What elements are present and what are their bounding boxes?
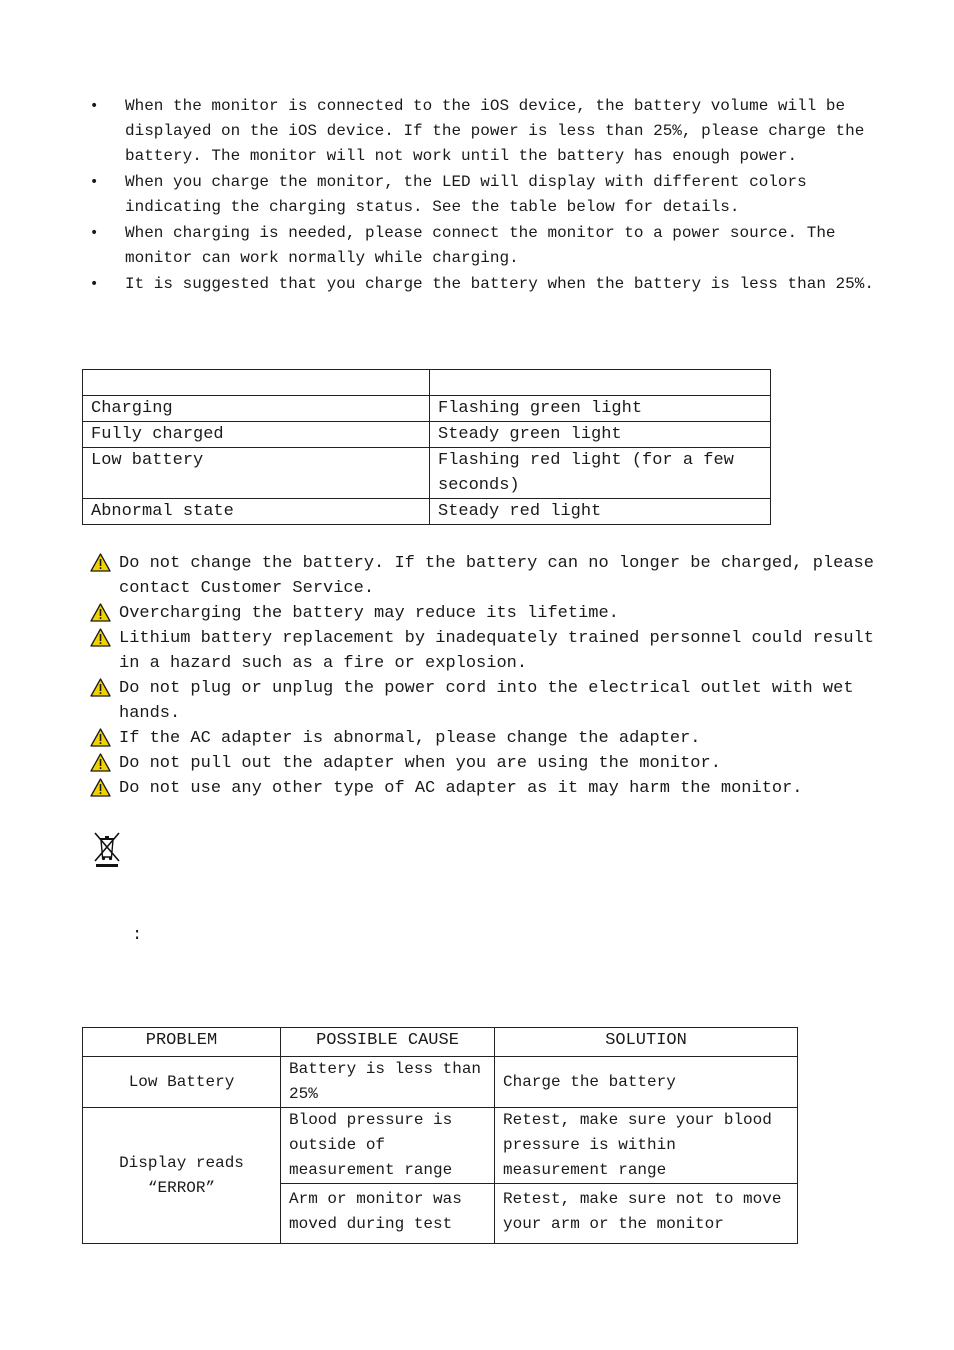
warning-item <box>90 601 880 626</box>
warnings-list <box>90 551 880 801</box>
warning-text: Do not plug or unplug the power cord into the electrical outlet with wet hands. <box>119 679 854 723</box>
warning-item <box>90 551 880 601</box>
problem-cell-text: Display reads “ERROR” <box>119 1153 244 1197</box>
cause-cell: Battery is less than 25% <box>281 1057 495 1108</box>
warning-text: Overcharging the battery may reduce its lifetime. <box>119 604 619 623</box>
bullet-symbol: • <box>90 98 99 114</box>
warning-item <box>90 626 880 676</box>
warning-text: Lithium battery replacement by inadequately trained personnel could result in a hazard such as a fire or explosion. <box>119 629 874 673</box>
table-header-row <box>83 370 771 396</box>
solution-cell: Retest, make sure your blood pressure is within measurement range <box>495 1108 798 1184</box>
problem-header: PROBLEM <box>83 1028 281 1057</box>
warning-text: If the AC adapter is abnormal, please change the adapter. <box>119 729 701 748</box>
warning-triangle-icon <box>90 553 111 572</box>
table-row <box>83 422 771 448</box>
bullet-symbol: • <box>90 225 99 241</box>
table-row <box>83 396 771 422</box>
warning-text: Do not use any other type of AC adapter as it may harm the monitor. <box>119 779 803 798</box>
warning-triangle-icon <box>90 628 111 647</box>
warning-item <box>90 726 880 751</box>
problem-cell: Low Battery <box>83 1057 281 1108</box>
warning-item <box>90 751 880 776</box>
troubleshooting-table <box>82 1027 798 1244</box>
table-row <box>83 499 771 525</box>
cause-cell: Blood pressure is outside of measurement range <box>281 1108 495 1184</box>
warning-text: Do not change the battery. If the battery can no longer be charged, please contact Customer Service. <box>119 554 874 598</box>
list-item-text: When charging is needed, please connect the monitor to a power source. The monitor can work normally while charging. <box>125 224 836 267</box>
crossed-out-bin-icon <box>92 829 122 869</box>
warning-triangle-icon <box>90 728 111 747</box>
led-cell: Flashing red light (for a few seconds) <box>430 448 771 499</box>
list-item <box>88 170 878 220</box>
led-cell: Steady green light <box>430 422 771 448</box>
warning-text: Do not pull out the adapter when you are using the monitor. <box>119 754 721 773</box>
warning-triangle-icon <box>90 778 111 797</box>
table-header-cell <box>83 370 430 396</box>
list-item <box>88 272 878 297</box>
warning-triangle-icon <box>90 603 111 622</box>
warning-item <box>90 676 880 726</box>
table-row <box>83 448 771 499</box>
cause-cell: Arm or monitor was moved during test <box>281 1184 495 1244</box>
list-item <box>88 94 878 169</box>
led-status-table <box>82 369 771 525</box>
status-cell: Charging <box>83 396 430 422</box>
led-cell: Flashing green light <box>430 396 771 422</box>
list-item <box>88 221 878 271</box>
battery-notes-list <box>88 94 878 298</box>
list-item-text: It is suggested that you charge the battery when the battery is less than 25%. <box>125 275 874 293</box>
solution-header: SOLUTION <box>495 1028 798 1057</box>
warning-triangle-icon <box>90 753 111 772</box>
warning-triangle-icon <box>90 678 111 697</box>
status-cell: Abnormal state <box>83 499 430 525</box>
table-row <box>83 1108 798 1184</box>
solution-cell: Charge the battery <box>495 1057 798 1108</box>
stray-colon: : <box>132 926 143 945</box>
table-row <box>83 1057 798 1108</box>
bullet-symbol: • <box>90 174 99 190</box>
status-cell: Low battery <box>83 448 430 499</box>
cause-header: POSSIBLE CAUSE <box>281 1028 495 1057</box>
list-item-text: When the monitor is connected to the iOS device, the battery volume will be displayed on the iOS device. If the power is less than 25%, please charge the battery. The monitor will not work until the battery has enough power. <box>125 97 865 165</box>
list-item-text: When you charge the monitor, the LED will display with different colors indicating the charging status. See the table below for details. <box>125 173 807 216</box>
led-cell: Steady red light <box>430 499 771 525</box>
problem-cell <box>83 1108 281 1244</box>
solution-cell: Retest, make sure not to move your arm or the monitor <box>495 1184 798 1244</box>
warning-item <box>90 776 880 801</box>
table-header-row <box>83 1028 798 1057</box>
table-header-cell <box>430 370 771 396</box>
status-cell: Fully charged <box>83 422 430 448</box>
bullet-symbol: • <box>90 276 99 292</box>
